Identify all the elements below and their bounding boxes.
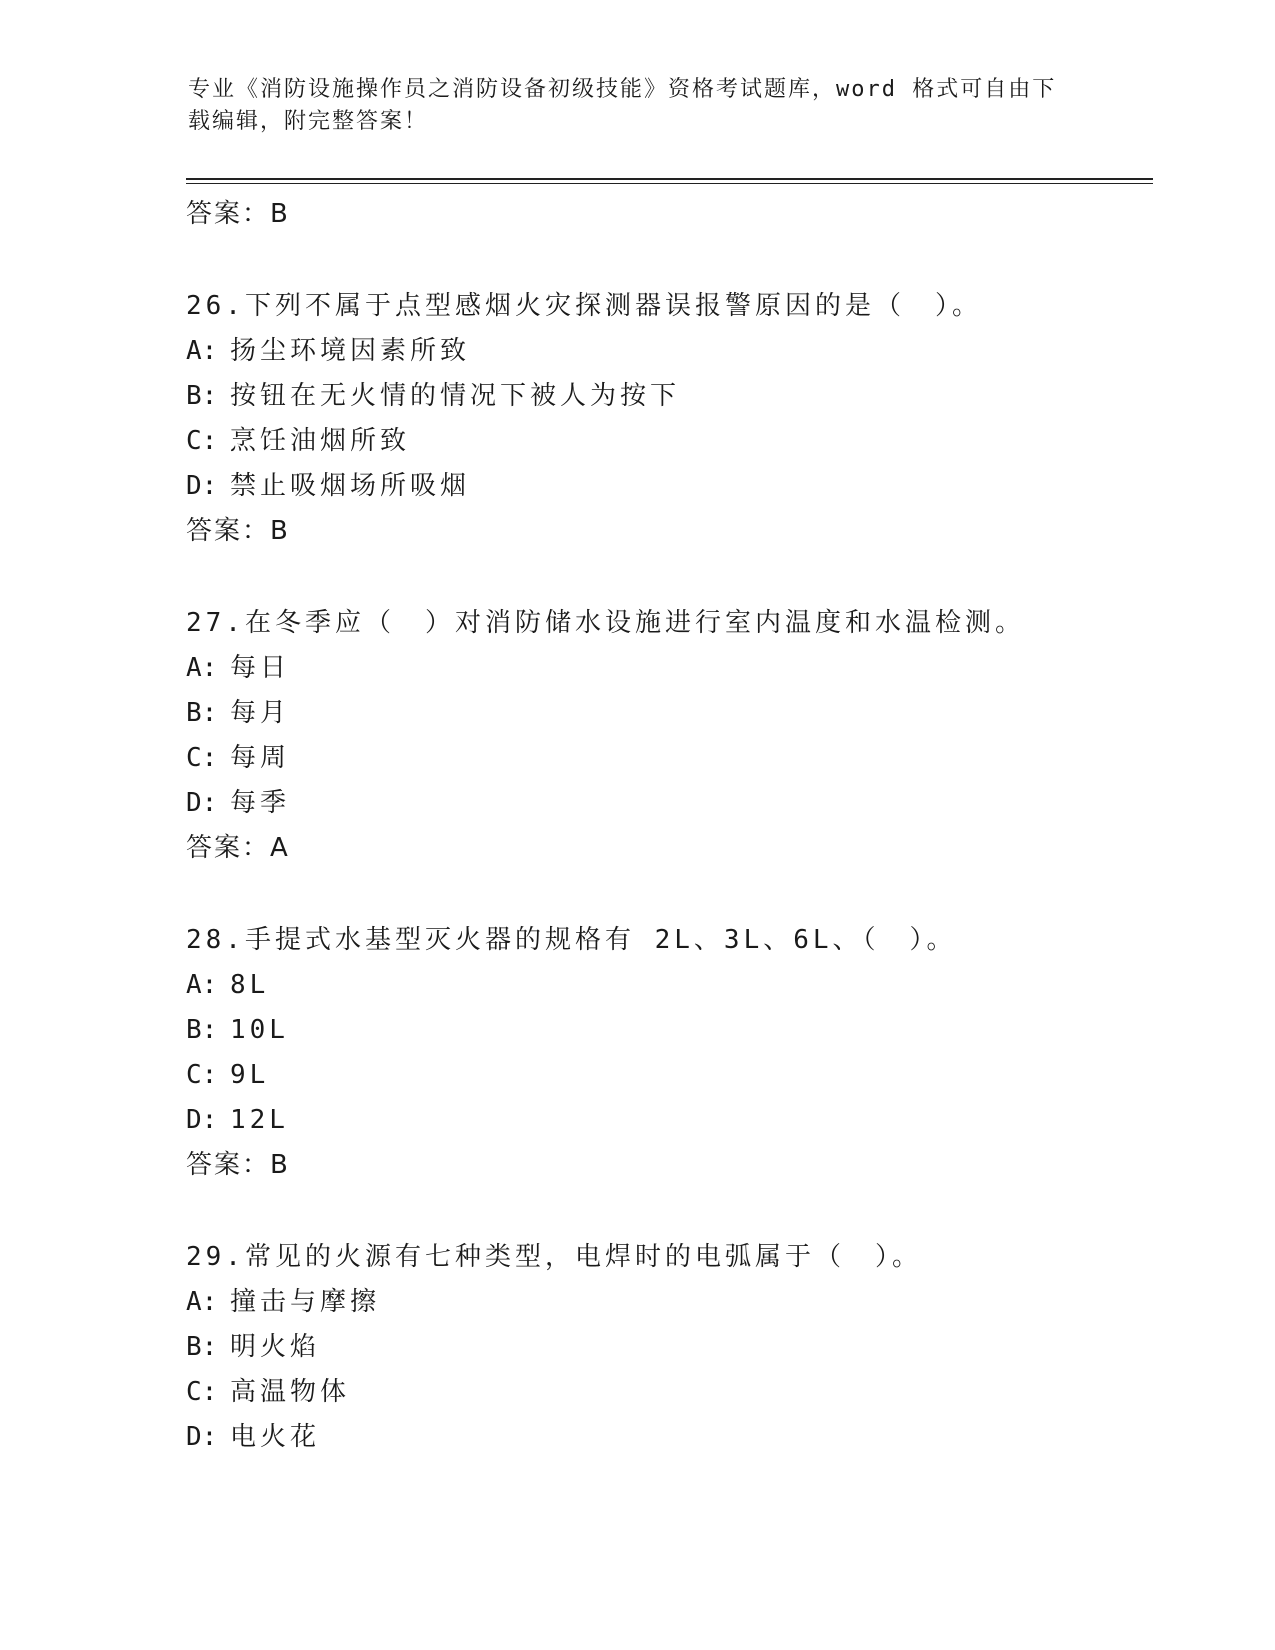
option-text: 禁止吸烟场所吸烟 (230, 471, 471, 501)
option-text: 每月 (230, 698, 291, 728)
answer-label: 答案： (186, 1150, 271, 1180)
option-c (186, 1370, 1146, 1415)
option-a (186, 329, 1146, 374)
option-letter: C: (186, 1377, 218, 1407)
option-text: 高温物体 (230, 1377, 351, 1407)
answer-value: A (270, 833, 289, 863)
option-d (186, 1098, 1146, 1143)
option-d (186, 1415, 1146, 1460)
question-text: 28.手提式水基型灭火器的规格有 2L、3L、6L、（ ）。 (186, 925, 957, 955)
option-text: 明火焰 (230, 1332, 321, 1362)
option-a (186, 963, 1146, 1008)
question-text: 26.下列不属于点型感烟火灾探测器误报警原因的是（ ）。 (186, 291, 982, 321)
option-text: 8L (230, 970, 270, 1000)
option-letter: A: (186, 653, 218, 683)
option-letter: C: (186, 1060, 218, 1090)
option-letter: D: (186, 788, 218, 818)
option-c (186, 1053, 1146, 1098)
answer-line (186, 1143, 1146, 1188)
document-header (188, 74, 1088, 138)
option-text: 撞击与摩擦 (230, 1287, 381, 1317)
header-line-2: 载编辑，附完整答案！ (188, 109, 429, 134)
option-text: 扬尘环境因素所致 (230, 336, 471, 366)
option-c (186, 419, 1146, 464)
option-text: 9L (230, 1060, 270, 1090)
answer-line (186, 192, 1146, 237)
option-letter: B: (186, 698, 218, 728)
option-letter: A: (186, 1287, 218, 1317)
answer-label: 答案： (186, 833, 271, 863)
option-text: 12L (230, 1105, 289, 1135)
option-text: 每周 (230, 743, 291, 773)
option-letter: B: (186, 1332, 218, 1362)
option-letter: C: (186, 743, 218, 773)
answer-label: 答案： (186, 199, 271, 229)
header-divider-thick (186, 178, 1153, 180)
option-letter: D: (186, 1105, 218, 1135)
option-letter: B: (186, 1015, 218, 1045)
option-text: 每季 (230, 788, 291, 818)
option-b (186, 691, 1146, 736)
option-b (186, 374, 1146, 419)
option-text: 电火花 (230, 1422, 321, 1452)
option-letter: A: (186, 970, 218, 1000)
option-c (186, 736, 1146, 781)
option-d (186, 781, 1146, 826)
answer-line (186, 826, 1146, 871)
option-b (186, 1008, 1146, 1053)
option-text: 烹饪油烟所致 (230, 426, 411, 456)
question-text: 27.在冬季应（ ）对消防储水设施进行室内温度和水温检测。 (186, 608, 1025, 638)
option-b (186, 1325, 1146, 1370)
option-text: 10L (230, 1015, 289, 1045)
option-letter: A: (186, 336, 218, 366)
option-a (186, 1280, 1146, 1325)
option-letter: B: (186, 381, 218, 411)
option-letter: D: (186, 1422, 218, 1452)
answer-line (186, 509, 1146, 554)
answer-value: B (270, 516, 289, 546)
option-letter: C: (186, 426, 218, 456)
option-text: 每日 (230, 653, 291, 683)
question-list (186, 192, 1146, 1460)
answer-value: B (270, 199, 289, 229)
option-a (186, 646, 1146, 691)
option-d (186, 464, 1146, 509)
answer-value: B (270, 1150, 289, 1180)
option-letter: D: (186, 471, 218, 501)
answer-label: 答案： (186, 516, 271, 546)
option-text: 按钮在无火情的情况下被人为按下 (230, 381, 681, 411)
header-divider-thin (186, 183, 1153, 184)
header-line-1: 专业《消防设施操作员之消防设备初级技能》资格考试题库，word 格式可自由下 (188, 77, 1057, 102)
question-text: 29.常见的火源有七种类型，电焊时的电弧属于（ ）。 (186, 1242, 922, 1272)
